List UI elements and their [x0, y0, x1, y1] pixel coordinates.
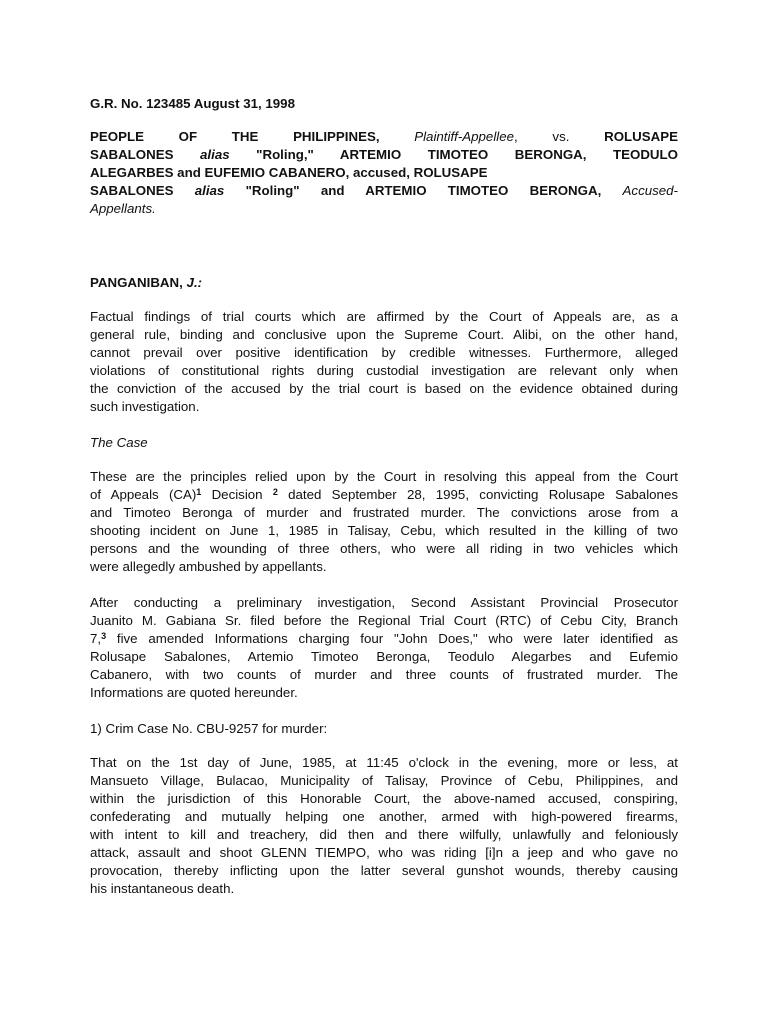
ponente: PANGANIBAN, J.: — [90, 275, 203, 290]
case-number-date: G.R. No. 123485 August 31, 1998 — [90, 96, 295, 111]
parties-line-5: Appellants. — [90, 201, 156, 216]
parties-line-4: SABALONES alias "Roling" and ARTEMIO TIMOTEO BERONGA, Accused- — [90, 183, 678, 198]
case-parties — [90, 128, 678, 218]
footnote-ref-1[interactable]: 1 — [196, 487, 202, 497]
parties-line-2: SABALONES alias "Roling," ARTEMIO TIMOTEO BERONGA, TEODULO — [90, 147, 678, 162]
paragraph-informations: After conducting a preliminary investigation, Second Assistant Provincial Prosecutor Juanito M. Gabiana Sr. filed before the Regional Trial Court (RTC) of Cebu City, Branch 7,$^3$ five amended Informations charging four "John Does," who were later identified as Rolusape Sabalones, Artemio Timoteo Beronga, Teodulo Alegarbes and Eufemio Cabanero, with two counts of murder and three counts of frustrated murder. The Informations are quoted hereunder. — [90, 595, 678, 700]
footnote-ref-3[interactable]: 3 — [101, 631, 107, 641]
paragraph-information-text: That on the 1st day of June, 1985, at 11:45 o'clock in the evening, more or less, at Mansueto Village, Bulacao, Municipality of Talisay, Province of Cebu, Philippines, and within the jurisdiction of this Honorable Court, the above-named accused, conspiring, confederating and mutually helping one another, armed with high-powered firearms, with intent to kill and treachery, did then and there wilfully, unlawfully and feloniously attack, assault and shoot GLENN TIEMPO, who was riding [i]n a jeep and who gave no provocation, thereby inflicting upon the latter several gunshot wounds, thereby causing his instantaneous death. — [90, 755, 678, 896]
document-page — [90, 0, 678, 1024]
footnote-ref-2[interactable]: 2 — [272, 487, 278, 497]
paragraph-principles: These are the principles relied upon by the Court in resolving this appeal from the Court of Appeals (CA)$^1$ Decision $^2$ dated September 28, 1995, convicting Rolusape Sabalones and Timoteo Beronga of murder and frustrated murder. The convictions arose from a shooting incident on June 1, 1985 in Talisay, Cebu, which resulted in the killing of two persons and the wounding of three others, who were all riding in two vehicles which were allegedly ambushed by appellants. — [90, 469, 678, 574]
parties-line-1: PEOPLE OF THE PHILIPPINES, Plaintiff-Appellee, vs. ROLUSAPE — [90, 129, 678, 144]
section-heading-the-case: The Case — [90, 435, 148, 450]
crim-case-heading: 1) Crim Case No. CBU-9257 for murder: — [90, 721, 328, 736]
parties-line-3: ALEGARBES and EUFEMIO CABANERO, accused, ROLUSAPE — [90, 165, 488, 180]
paragraph-intro: Factual findings of trial courts which are affirmed by the Court of Appeals are, as a general rule, binding and conclusive upon the Supreme Court. Alibi, on the other hand, cannot prevail over positive identification by credible witnesses. Furthermore, alleged violations of constitutional rights during custodial investigation are relevant only when the conviction of the accused by the trial court is based on the evidence obtained during such investigation. — [90, 309, 678, 414]
